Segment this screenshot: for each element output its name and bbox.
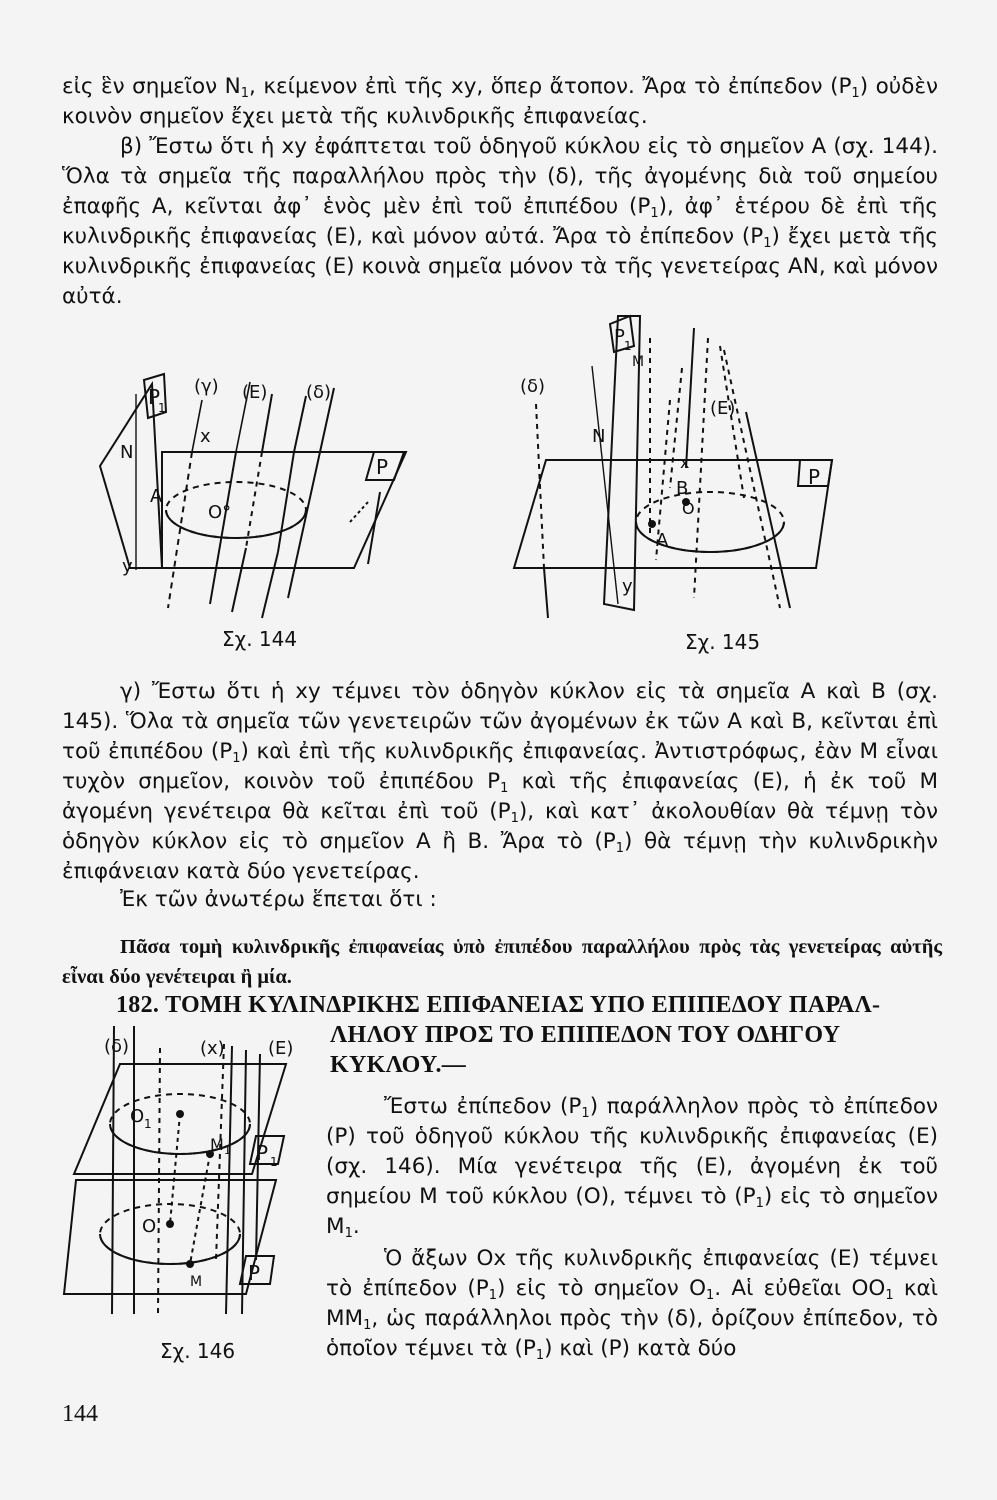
svg-text:1: 1 xyxy=(158,401,166,415)
svg-text:M: M xyxy=(190,1274,203,1290)
svg-text:N: N xyxy=(120,442,134,463)
svg-text:O°: O° xyxy=(208,502,232,523)
plane-p1-shape xyxy=(74,1064,286,1174)
paragraph-conclusion: Ἐκ τῶν ἀνωτέρω ἕπεται ὅτι : xyxy=(120,887,437,912)
svg-text:A: A xyxy=(656,530,669,551)
svg-text:P: P xyxy=(148,385,161,409)
theorem-statement: Πᾶσα τομὴ κυλινδρικῆς ἐπιφανείας ὑπὸ ἐπιπέδου παραλλήλου πρὸς τὰς γενετείρας αὐτῆς εἶναι δύο γενέτειραι ἢ μία. xyxy=(62,936,942,988)
svg-text:B: B xyxy=(676,478,689,499)
svg-text:1: 1 xyxy=(624,339,632,353)
svg-text:P: P xyxy=(256,1141,269,1165)
caption-144: Σχ. 144 xyxy=(222,627,298,651)
paragraph-case-beta: β) Ἔστω ὅτι ἡ xy ἐφάπτεται τοῦ ὁδηγοῦ κύκλου εἰς τὸ σημεῖον A (σχ. 144). Ὅλα τὰ σημεῖα τῆς παραλλήλου πρὸς τὴν (δ), τῆς ἀγομένης διὰ τοῦ σημείου ἐπαφῆς A, κεῖνται ἀφ᾽ ἑνὸς μὲν ἐπὶ τοῦ ἐπιπέδου $(P_1)$, ἀφ᾽ ἑτέρου δὲ ἐπὶ τῆς κυλινδρικῆς ἐπιφανείας (E), καὶ μόνον αὐτά. Ἄρα τὸ ἐπίπεδον $(P_1)$ ἔχει μετὰ τῆς κυλινδρικῆς ἐπιφανείας (E) κοινὰ σημεῖα μόνον τὰ τῆς γενετείρας AN, καὶ μόνον αὐτά. xyxy=(62,134,939,309)
figure-144 xyxy=(98,372,420,634)
svg-text:(δ): (δ) xyxy=(306,382,332,403)
caption-146: Σχ. 146 xyxy=(160,1339,236,1363)
svg-text:A: A xyxy=(150,486,163,507)
section-heading-line1: 182. ΤΟΜΗ ΚΥΛΙΝΔΡΙΚΗΣ ΕΠΙΦΑΝΕΙΑΣ ΥΠΟ ΕΠΙΠΕΔΟΥ ΠΑΡΑΛ- xyxy=(116,992,881,1018)
svg-text:(E): (E) xyxy=(710,398,736,419)
svg-text:(E): (E) xyxy=(242,382,268,403)
svg-text:P: P xyxy=(376,455,389,479)
svg-text:P: P xyxy=(248,1261,261,1285)
svg-text:y: y xyxy=(122,556,133,577)
svg-text:1: 1 xyxy=(270,1155,278,1169)
svg-text:1: 1 xyxy=(224,1144,231,1157)
svg-text:x: x xyxy=(680,453,690,472)
svg-text:M: M xyxy=(632,354,645,370)
svg-text:(γ): (γ) xyxy=(194,376,219,397)
svg-text:x: x xyxy=(200,426,211,447)
svg-text:O: O xyxy=(142,1216,157,1237)
svg-text:(δ): (δ) xyxy=(520,376,546,397)
svg-text:1: 1 xyxy=(144,1117,152,1131)
page-number: 144 xyxy=(62,1401,98,1427)
svg-text:(x): (x) xyxy=(200,1038,225,1059)
plane-p1-shape xyxy=(100,384,162,568)
svg-text:P: P xyxy=(808,465,821,489)
figure-145 xyxy=(510,308,860,626)
svg-text:O: O xyxy=(130,1106,145,1127)
svg-text:P: P xyxy=(614,326,625,347)
figure-146 xyxy=(60,1024,308,1334)
svg-text:M: M xyxy=(210,1135,224,1154)
svg-text:(δ): (δ) xyxy=(104,1036,130,1057)
svg-text:y: y xyxy=(622,576,633,597)
paragraph-section-182-a: Ἔστω ἐπίπεδον $(P_1)$ παράλληλον πρὸς τὸ ἐπίπεδον (P) τοῦ ὁδηγοῦ κύκλου τῆς κυλινδρικῆς ἐπιφανείας (E) (σχ. 146). Μία γενέτειρα τῆς (E), ἀγομένη ἐκ τοῦ σημείου M τοῦ κύκλου (O), τέμνει τὸ $(P_1)$ εἰς τὸ σημεῖον $M_1$. xyxy=(326,1094,939,1241)
section-heading-line3: ΚΥΚΛΟΥ.— xyxy=(330,1052,467,1078)
paragraph-intro: εἰς ἓν σημεῖον $N_1$, κείμενον ἐπὶ τῆς xy, ὅπερ ἄτοπον. Ἄρα τὸ ἐπίπεδον $(P_1)$ οὐδὲν κοινὸν σημεῖον ἔχει μετὰ τῆς κυλινδρικῆς ἐπιφανείας. xyxy=(62,74,938,129)
paragraph-case-gamma: γ) Ἔστω ὅτι ἡ xy τέμνει τὸν ὁδηγὸν κύκλον εἰς τὰ σημεῖα A καὶ B (σχ. 145). Ὅλα τὰ σημεῖα τῶν γενετειρῶν τῶν ἀγομένων ἐκ τῶν A καὶ B, κεῖνται ἐπὶ τοῦ ἐπιπέδου $(P_1)$ καὶ ἐπὶ τῆς κυλινδρικῆς ἐπιφανείας. Ἀντιστρόφως, ἐὰν M εἶναι τυχὸν σημεῖον, κοινὸν τοῦ ἐπιπέδου $P_1$ καὶ τῆς ἐπιφανείας (E), ἡ ἐκ τοῦ M ἀγομένη γενέτειρα θὰ κεῖται ἐπὶ τοῦ $(P_1)$, καὶ κατ᾽ ἀκολουθίαν θὰ τέμνῃ τὸν ὁδηγὸν κύκλον εἰς τὸ σημεῖον A ἢ B. Ἄρα τὸ $(P_1)$ θὰ τέμνῃ τὴν κυλινδρικὴν ἐπιφάνειαν κατὰ δύο γενετείρας. xyxy=(62,679,939,884)
caption-145: Σχ. 145 xyxy=(685,630,761,654)
paragraph-section-182-b: Ὁ ἄξων Ox τῆς κυλινδρικῆς ἐπιφανείας (E) τέμνει τὸ ἐπίπεδον $(P_1)$ εἰς τὸ σημεῖον $O_1$. Αἱ εὐθεῖαι $OO_1$ καὶ $MM_1$, ὡς παράλληλοι πρὸς τὴν (δ), ὁρίζουν ἐπίπεδον, τὸ ὁποῖον τέμνει τὰ $(P_1)$ καὶ (P) κατὰ δύο xyxy=(326,1246,938,1363)
section-heading-line2: ΛΗΛΟΥ ΠΡΟΣ ΤΟ ΕΠΙΠΕΔΟΝ ΤΟΥ ΟΔΗΓΟΥ xyxy=(330,1022,841,1048)
svg-text:(E): (E) xyxy=(268,1038,294,1059)
svg-text:N: N xyxy=(592,426,606,447)
plane-p-shape xyxy=(514,460,832,568)
svg-text:O: O xyxy=(682,499,695,518)
